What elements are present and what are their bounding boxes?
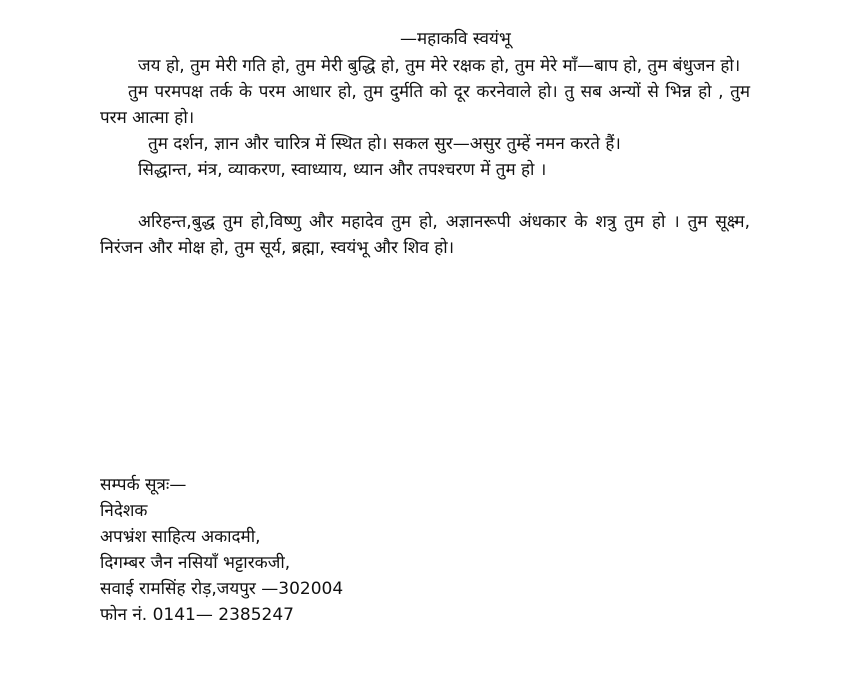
contact-phone: फोन नं. 0141— 2385247	[100, 605, 294, 625]
contact-heading: सम्पर्क सूत्रः—	[100, 475, 187, 495]
paragraph-3: तुम दर्शन, ज्ञान और चारित्र में स्थित हो। सकल सुर—असुर तुम्हें नमन करते हैं।	[148, 134, 621, 154]
paragraph-2: तुम परमपक्ष तर्क के परम आधार हो, तुम दुर्मति को दूर करनेवाले हो। तु सब अन्यों से भिन्न हो , तुम परम आत्मा हो।	[100, 82, 750, 128]
contact-address-line-2: सवाई रामसिंह रोड़,जयपुर —302004	[100, 579, 344, 599]
contact-address-line-1: दिगम्बर जैन नसियाँ भट्टारकजी,	[100, 553, 291, 573]
paragraph-5: अरिहन्त,बुद्ध तुम हो,विष्णु और महादेव तुम हो, अज्ञानरूपी अंधकार के शत्रु तुम हो । तुम सूक्ष्म, निरंजन और मोक्ष हो, तुम सूर्य, ब्रह्मा, स्वयंभू और शिव हो।	[100, 212, 750, 258]
poet-attribution: —महाकवि स्वयंभू	[400, 29, 511, 49]
contact-organization: अपभ्रंश साहित्य अकादमी,	[100, 527, 261, 547]
paragraph-1: जय हो, तुम मेरी गति हो, तुम मेरी बुद्धि हो, तुम मेरे रक्षक हो, तुम मेरे माँ—बाप हो, तुम बंधुजन हो।	[138, 56, 741, 76]
stuti-text	[100, 53, 750, 261]
contact-block	[100, 472, 343, 628]
contact-designation: निदेशक	[100, 501, 148, 521]
paragraph-4: सिद्धान्त, मंत्र, व्याकरण, स्वाध्याय, ध्यान और तपश्चरण में तुम हो ।	[138, 160, 547, 180]
